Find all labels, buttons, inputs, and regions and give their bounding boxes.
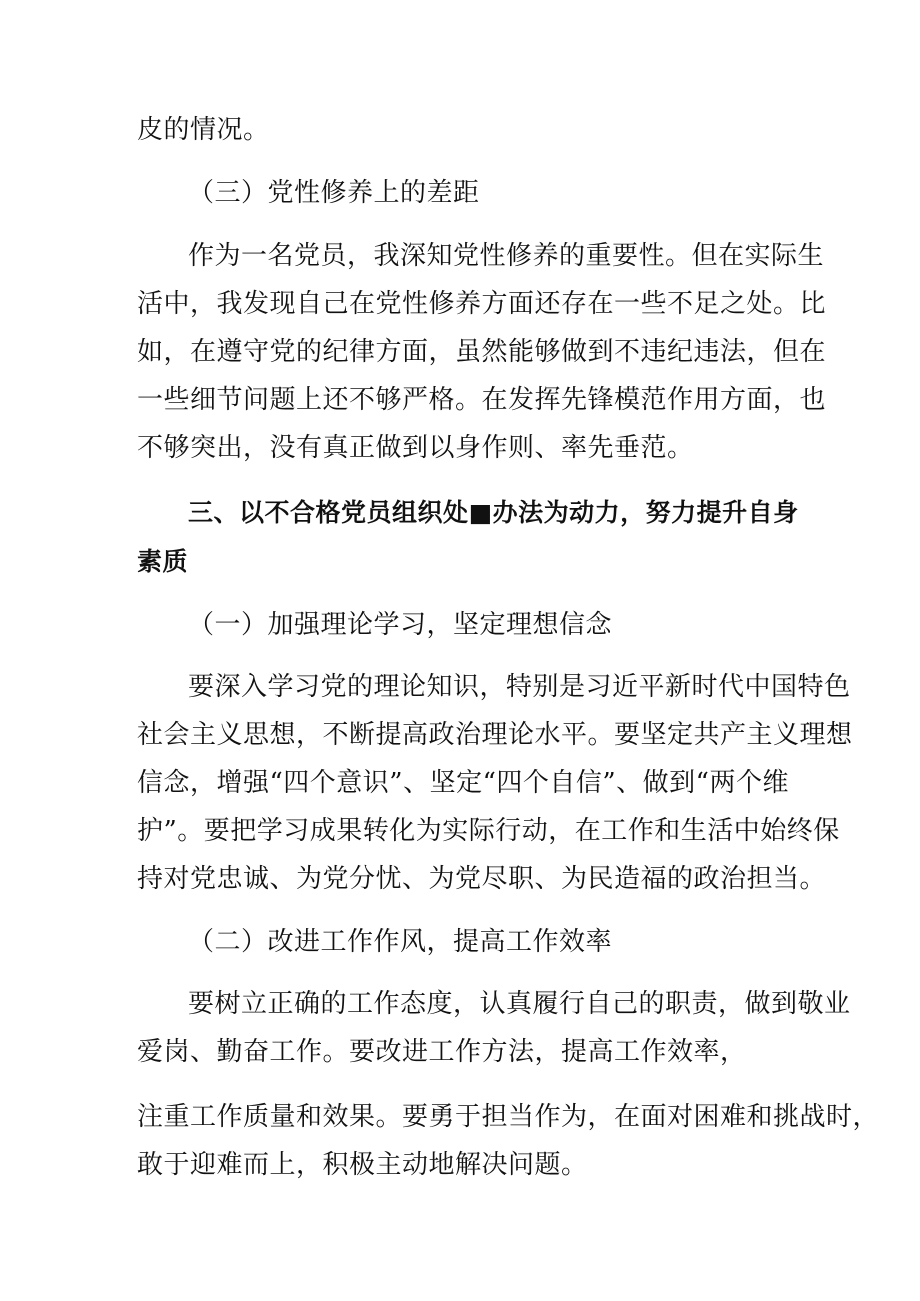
text-line: 社会主义思想，不断提高政治理论水平。要坚定共产主义理想 xyxy=(137,720,853,750)
text-line: 要深入学习党的理论知识，特别是习近平新时代中国特色 xyxy=(188,672,851,702)
text-line: 爱岗、勤奋工作。要改进工作方法，提高工作效率， xyxy=(137,1037,747,1067)
text-line: 皮的情况。 xyxy=(137,115,270,145)
section-heading-2: （二）改进工作作风，提高工作效率 xyxy=(188,927,613,957)
text-line: 敢于迎难而上，积极主动地解决问题。 xyxy=(137,1150,588,1180)
section-heading-3: （三）党性修养上的差距 xyxy=(188,178,480,208)
text-line: 注重工作质量和效果。要勇于担当作为，在面对困难和挑战时， xyxy=(137,1102,880,1132)
text-line: 活中，我发现自己在党性修养方面还存在一些不足之处。比 xyxy=(137,289,827,319)
text-line: 如，在遵守党的纪律方面，虽然能够做到不违纪违法，但在 xyxy=(137,337,827,367)
chapter-heading: 三、以不合格党员组织处■办法为动力，努力提升自身 xyxy=(188,498,799,527)
text-line: 要树立正确的工作态度，认真履行自己的职责，做到敬业 xyxy=(188,989,851,1019)
text-line: 护”。要把学习成果转化为实际行动，在工作和生活中始终保 xyxy=(137,816,840,846)
section-heading-1: （一）加强理论学习，坚定理想信念 xyxy=(188,610,613,640)
text-line: 信念，增强“四个意识”、坚定“四个自信”、做到“两个维 xyxy=(137,768,789,798)
text-line: 不够突出，没有真正做到以身作则、率先垂范。 xyxy=(137,433,694,463)
text-line: 持对党忠诚、为党分忧、为党尽职、为民造福的政治担当。 xyxy=(137,864,827,894)
text-line: 作为一名党员，我深知党性修养的重要性。但在实际生 xyxy=(188,241,825,271)
text-line: 一些细节问题上还不够严格。在发挥先锋模范作用方面，也 xyxy=(137,385,827,415)
chapter-heading-continued: 素质 xyxy=(137,547,189,576)
